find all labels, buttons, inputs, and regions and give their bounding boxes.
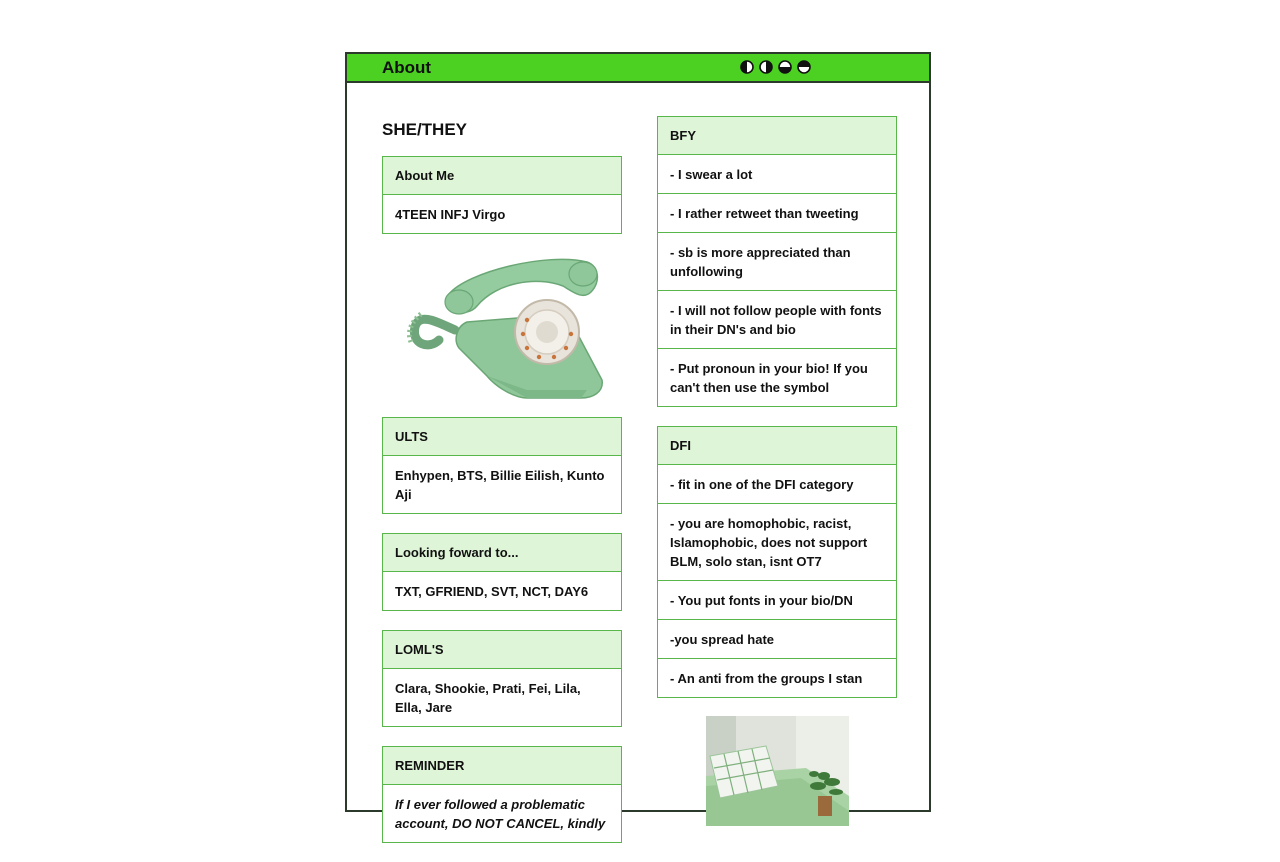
left-column [382, 116, 622, 862]
contrast-left-icon[interactable] [740, 60, 754, 74]
bfy-row: - Put pronoun in your bio! If you can't then use the symbol [670, 361, 868, 395]
bedroom-image [657, 716, 897, 826]
contrast-right-icon[interactable] [759, 60, 773, 74]
ults-box [382, 417, 622, 514]
window-controls [740, 60, 811, 74]
dfi-row: - You put fonts in your bio/DN [658, 581, 896, 620]
about-me-box [382, 156, 622, 234]
dfi-header: DFI [658, 427, 896, 465]
looking-forward-header: Looking foward to... [383, 534, 621, 572]
ults-header: ULTS [383, 418, 621, 456]
pronoun-heading: SHE/THEY [382, 120, 468, 139]
reminder-box [382, 746, 622, 843]
bfy-row: - I rather retweet than tweeting [658, 194, 896, 233]
loml-box [382, 630, 622, 727]
reminder-header: REMINDER [383, 747, 621, 785]
about-me-header: About Me [383, 157, 621, 195]
rotary-phone-image [382, 252, 622, 402]
dfi-box [657, 426, 897, 698]
bfy-header: BFY [658, 117, 896, 155]
loml-row: Clara, Shookie, Prati, Fei, Lila, Ella, Jare [395, 681, 581, 715]
bfy-row: - I swear a lot [658, 155, 896, 194]
dfi-row: - you are homophobic, racist, Islamophobic, does not support BLM, solo stan, isnt OT7 [658, 504, 896, 581]
ults-row: Enhypen, BTS, Billie Eilish, Kunto Aji [395, 468, 605, 502]
window-title: About [382, 58, 432, 77]
loml-header: LOML'S [383, 631, 621, 669]
looking-forward-box [382, 533, 622, 611]
bfy-row: - sb is more appreciated than unfollowing [658, 233, 896, 291]
contrast-bottom-icon[interactable] [778, 60, 792, 74]
titlebar[interactable] [347, 54, 929, 83]
bfy-row: - I will not follow people with fonts in their DN's and bio [658, 291, 896, 349]
right-column [657, 116, 897, 826]
bedroom-illustration [706, 716, 849, 826]
about-window [345, 52, 931, 831]
about-me-row: 4TEEN INFJ Virgo [395, 207, 506, 222]
phone-illustration [397, 252, 607, 400]
dfi-row: -you spread hate [658, 620, 896, 659]
looking-forward-row: TXT, GFRIEND, SVT, NCT, DAY6 [395, 584, 589, 599]
bfy-box [657, 116, 897, 407]
contrast-top-icon[interactable] [797, 60, 811, 74]
reminder-row: If I ever followed a problematic account, DO NOT CANCEL, kindly [395, 797, 606, 831]
dfi-row: - fit in one of the DFI category [658, 465, 896, 504]
dfi-row: - An anti from the groups I stan [670, 671, 863, 686]
